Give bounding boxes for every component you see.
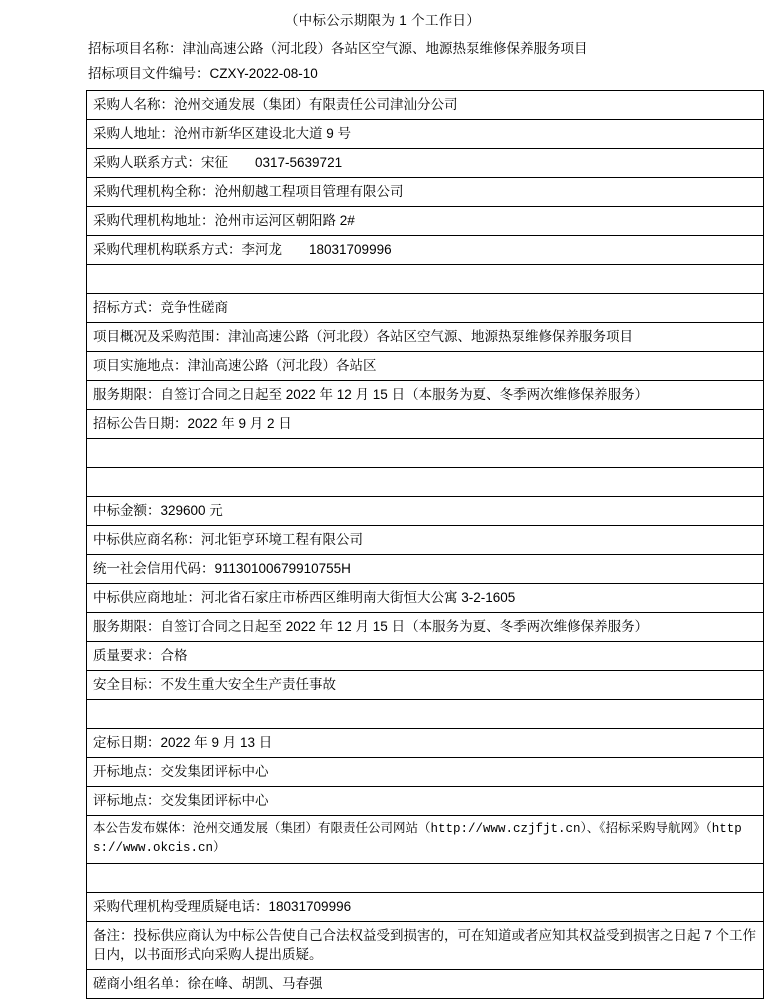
cell-text: 招标公告日期：2022 年 9 月 2 日 — [93, 416, 292, 431]
cell-text: 质量要求：合格 — [93, 648, 188, 663]
cell-text: 中标供应商地址：河北省石家庄市桥西区维明南大街恒大公寓 3-2-1605 — [93, 590, 516, 605]
table-row — [87, 439, 764, 468]
table-row — [87, 671, 764, 700]
cell-safety-goal — [87, 671, 764, 700]
table-row — [87, 236, 764, 265]
table-row — [87, 468, 764, 497]
cell-text: 采购代理机构联系方式：李河龙 18031709996 — [93, 242, 392, 257]
cell-project-location — [87, 352, 764, 381]
table-row — [87, 613, 764, 642]
table-row — [87, 526, 764, 555]
table-row — [87, 410, 764, 439]
table-row — [87, 642, 764, 671]
cell-winner-name — [87, 526, 764, 555]
cell-text: 服务期限：自签订合同之日起至 2022 年 12 月 15 日（本服务为夏、冬季两次维修保养服务） — [93, 387, 649, 402]
table-row — [87, 149, 764, 178]
table-row — [87, 381, 764, 410]
cell-agency-address — [87, 207, 764, 236]
cell-text: 招标方式：竞争性磋商 — [93, 300, 228, 315]
cell-spacer — [87, 468, 764, 497]
cell-spacer — [87, 265, 764, 294]
table-row — [87, 970, 764, 999]
cell-text: 统一社会信用代码：91130100679910755H — [93, 561, 351, 576]
table-row — [87, 700, 764, 729]
project-name-line: 招标项目名称：津汕高速公路（河北段）各站区空气源、地源热泵维修保养服务项目 — [88, 41, 588, 56]
cell-text: 中标金额：329600 元 — [93, 503, 223, 518]
cell-text: 项目概况及采购范围：津汕高速公路（河北段）各站区空气源、地源热泵维修保养服务项目 — [93, 329, 633, 344]
table-row — [87, 323, 764, 352]
info-table — [86, 90, 764, 999]
cell-remark — [87, 922, 764, 970]
cell-purchaser-name — [87, 91, 764, 120]
table-row — [87, 864, 764, 893]
cell-text: 磋商小组名单：徐在峰、胡凯、马春强 — [93, 976, 323, 991]
cell-text: 采购人地址：沧州市新华区建设北大道 9 号 — [93, 126, 352, 141]
table-row — [87, 584, 764, 613]
cell-text: 开标地点：交发集团评标中心 — [93, 764, 269, 779]
table-row — [87, 787, 764, 816]
table-row — [87, 178, 764, 207]
cell-spacer — [87, 864, 764, 893]
cell-bid-opening-place — [87, 758, 764, 787]
table-row — [87, 893, 764, 922]
table-row — [87, 922, 764, 970]
cell-evaluation-place — [87, 787, 764, 816]
cell-text: 评标地点：交发集团评标中心 — [93, 793, 269, 808]
cell-spacer — [87, 700, 764, 729]
table-row — [87, 352, 764, 381]
table-row — [87, 294, 764, 323]
cell-agency-contact — [87, 236, 764, 265]
cell-text: 定标日期：2022 年 9 月 13 日 — [93, 735, 273, 750]
cell-service-period-2 — [87, 613, 764, 642]
cell-text: 本公告发布媒体：沧州交通发展（集团）有限责任公司网站（http://www.czjfjt.cn）、《招标采购导航网》（https://www.okcis.cn） — [93, 822, 742, 855]
project-file-number-line: 招标项目文件编号：CZXY-2022-08-10 — [88, 66, 318, 81]
table-row — [87, 758, 764, 787]
cell-text: 服务期限：自签订合同之日起至 2022 年 12 月 15 日（本服务为夏、冬季两次维修保养服务） — [93, 619, 649, 634]
cell-text: 安全目标：不发生重大安全生产责任事故 — [93, 677, 336, 692]
cell-text: 采购人名称：沧州交通发展（集团）有限责任公司津汕分公司 — [93, 97, 458, 112]
cell-text: 采购代理机构受理质疑电话：18031709996 — [93, 899, 352, 914]
cell-quality-requirement — [87, 642, 764, 671]
cell-service-period-1 — [87, 381, 764, 410]
cell-winner-address — [87, 584, 764, 613]
cell-agency-name — [87, 178, 764, 207]
cell-text: 采购代理机构地址：沧州市运河区朝阳路 2# — [93, 213, 355, 228]
table-row — [87, 91, 764, 120]
cell-spacer — [87, 439, 764, 468]
cell-text: 采购人联系方式：宋征 0317-5639721 — [93, 155, 343, 170]
table-row — [87, 207, 764, 236]
cell-text: 中标供应商名称：河北钜亨环境工程有限公司 — [93, 532, 363, 547]
notice-line: （中标公示期限为 1 个工作日） — [284, 13, 481, 28]
cell-publish-media — [87, 816, 764, 864]
cell-complaint-phone — [87, 893, 764, 922]
cell-negotiation-team — [87, 970, 764, 999]
table-row — [87, 555, 764, 584]
cell-announcement-date — [87, 410, 764, 439]
cell-bid-amount — [87, 497, 764, 526]
cell-project-scope — [87, 323, 764, 352]
cell-credit-code — [87, 555, 764, 584]
table-row — [87, 265, 764, 294]
table-row — [87, 120, 764, 149]
table-row — [87, 729, 764, 758]
cell-purchaser-contact — [87, 149, 764, 178]
table-row — [87, 816, 764, 864]
cell-text: 备注：投标供应商认为中标公告使自己合法权益受到损害的，可在知道或者应知其权益受到损害之日起 7 个工作日内，以书面形式向采购人提出质疑。 — [93, 928, 757, 962]
cell-text: 采购代理机构全称：沧州舠越工程项目管理有限公司 — [93, 184, 404, 199]
cell-award-date — [87, 729, 764, 758]
cell-text: 项目实施地点：津汕高速公路（河北段）各站区 — [93, 358, 377, 373]
cell-purchaser-address — [87, 120, 764, 149]
cell-bidding-method — [87, 294, 764, 323]
table-row — [87, 497, 764, 526]
header-lines — [0, 36, 765, 90]
